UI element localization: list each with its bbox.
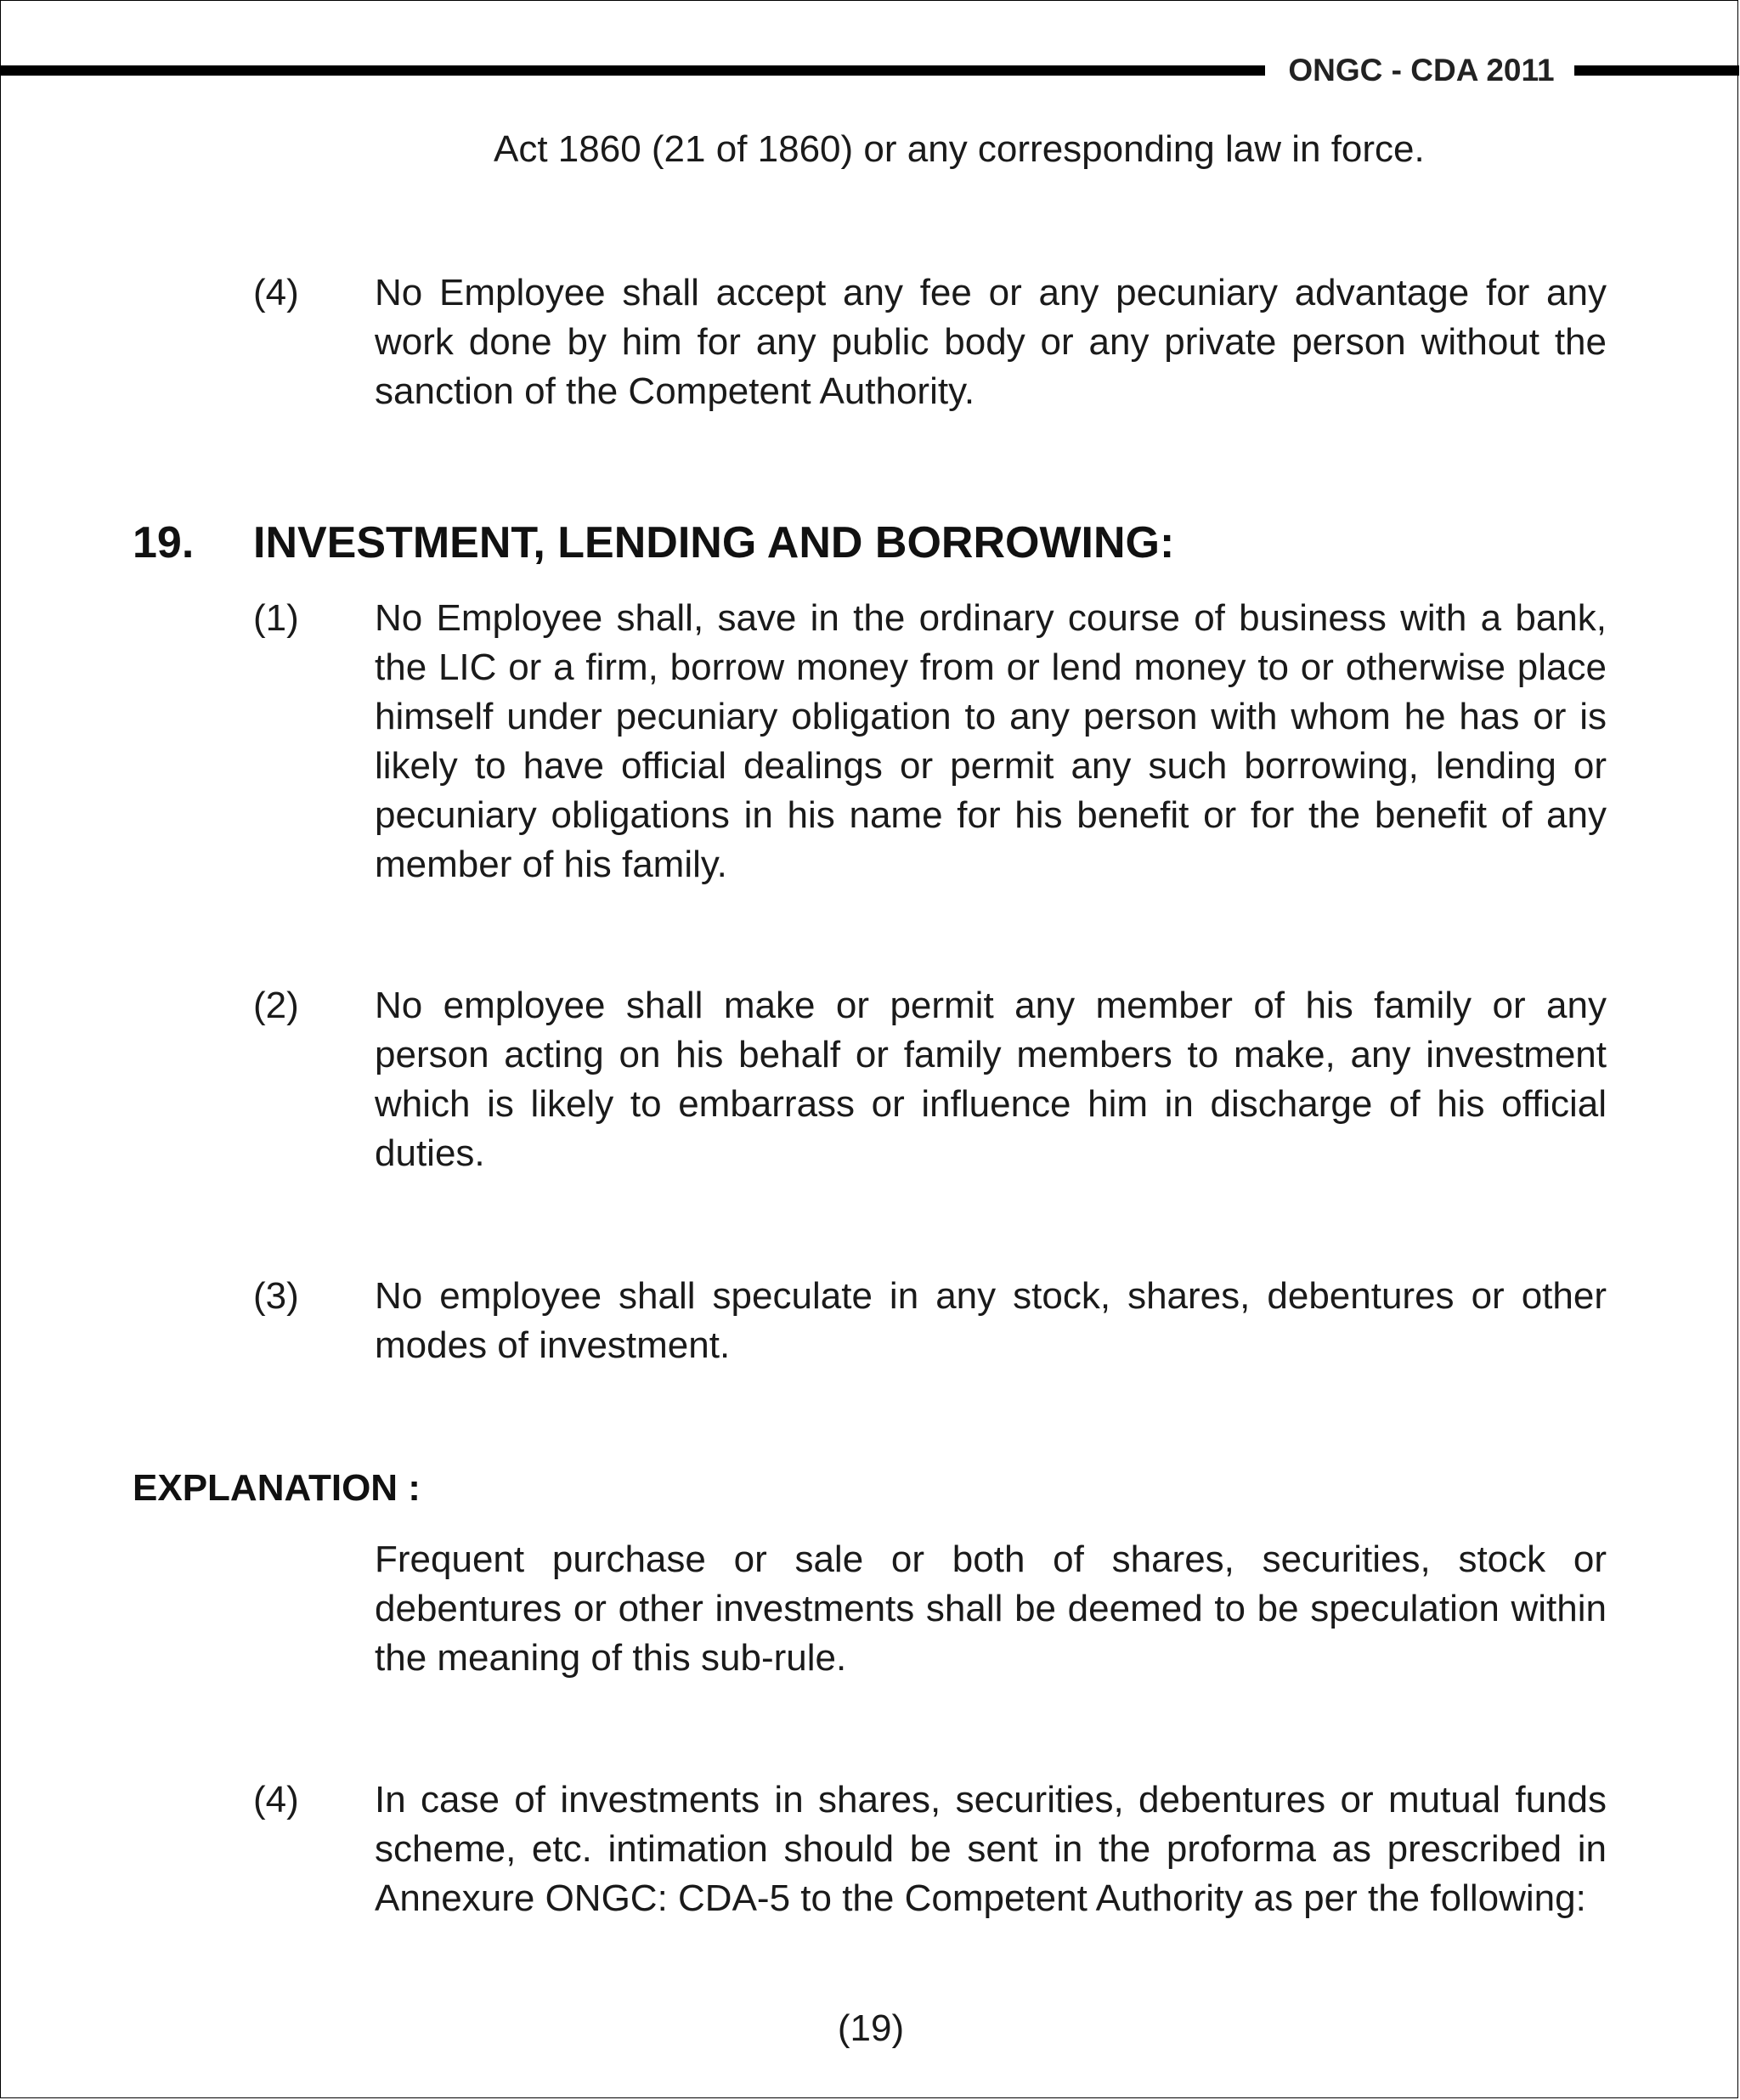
section-title: INVESTMENT, LENDING AND BORROWING: bbox=[253, 518, 1175, 567]
clause-3-text: No employee shall speculate in any stock, shares, debentures or other modes of investment. bbox=[375, 1275, 1607, 1366]
clause-2-number: (2) bbox=[253, 985, 299, 1026]
clause-2-text: No employee shall make or permit any member of his family or any person acting on his behalf or family members to make, any investment which is likely to embarrass or influence him in discharge of his official duties. bbox=[375, 985, 1607, 1174]
prev-clause-number: (4) bbox=[253, 272, 299, 313]
header-rule-left bbox=[1, 65, 1265, 76]
page-number: (19) bbox=[837, 2007, 905, 2049]
continuation-text: Act 1860 (21 of 1860) or any corresponding law in force. bbox=[494, 128, 1425, 170]
clause-4-number: (4) bbox=[253, 1779, 299, 1821]
section-number: 19. bbox=[133, 518, 195, 567]
explanation-label: EXPLANATION : bbox=[133, 1467, 421, 1509]
explanation-text: Frequent purchase or sale or both of shares, securities, stock or debentures or other investments shall be deemed to be speculation within the meaning of this sub-rule. bbox=[375, 1538, 1607, 1679]
header-title: ONGC - CDA 2011 bbox=[1288, 53, 1555, 88]
header-rule-right bbox=[1574, 65, 1739, 76]
clause-4-text: In case of investments in shares, securities, debentures or mutual funds scheme, etc. intimation should be sent in the proforma as prescribed in Annexure ONGC: CDA-5 to the Competent Authority as per the following: bbox=[375, 1779, 1607, 1919]
clause-3-number: (3) bbox=[253, 1275, 299, 1317]
prev-clause-text: No Employee shall accept any fee or any pecuniary advantage for any work done by him for any public body or any private person without the sanction of the Competent Authority. bbox=[375, 272, 1607, 412]
clause-1-number: (1) bbox=[253, 597, 299, 639]
clause-1-text: No Employee shall, save in the ordinary course of business with a bank, the LIC or a firm, borrow money from or lend money to or otherwise place himself under pecuniary obligation to any person with whom he has or is likely to have official dealings or permit any such borrowing, lending or pecuniary obligations in his name for his benefit or for the benefit of any member of his family. bbox=[375, 597, 1607, 885]
